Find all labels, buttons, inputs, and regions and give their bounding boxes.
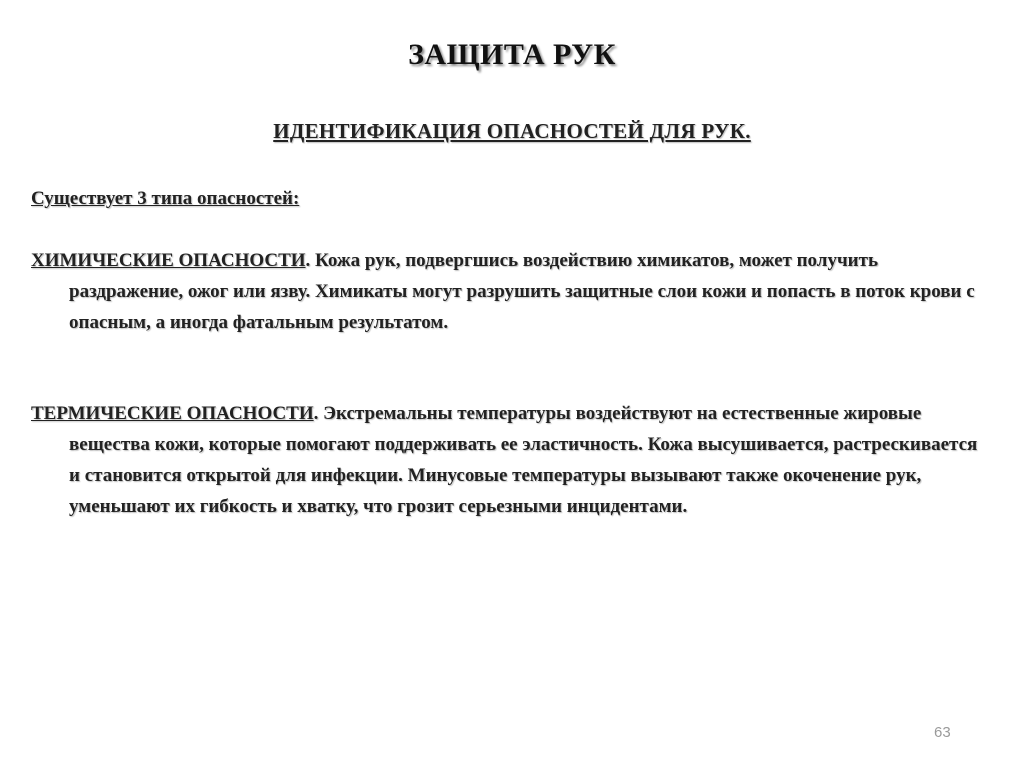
slide-title: ЗАЩИТА РУК: [408, 38, 616, 71]
thermal-hazards-term: ТЕРМИЧЕСКИЕ ОПАСНОСТИ: [31, 403, 314, 424]
thermal-hazards-paragraph: [31, 398, 991, 522]
chemical-hazards-term: ХИМИЧЕСКИЕ ОПАСНОСТИ: [31, 250, 306, 271]
intro-text: Существует 3 типа опасностей:: [31, 188, 300, 209]
thermal-hazards-text: . Экстремальны температуры воздействуют на естественные жировые вещества кожи, которые помогают поддерживать ее эластичность. Кожа высушивается, растрескивается и становится открытой для инфекции. Минусовые температуры вызывают также окоченение рук, уменьшают их гибкость и хватку, что грозит серьезными инцидентами.: [69, 403, 978, 517]
slide-subtitle: ИДЕНТИФИКАЦИЯ ОПАСНОСТЕЙ ДЛЯ РУК.: [273, 119, 751, 143]
page-number: 63: [934, 724, 951, 741]
chemical-hazards-paragraph: [31, 245, 991, 338]
chemical-hazards-text: . Кожа рук, подвергшись воздействию химикатов, может получить раздражение, ожог или язву. Химикаты могут разрушить защитные слои кожи и попасть в поток крови с опасным, а иногда фатальным результатом.: [69, 250, 975, 333]
